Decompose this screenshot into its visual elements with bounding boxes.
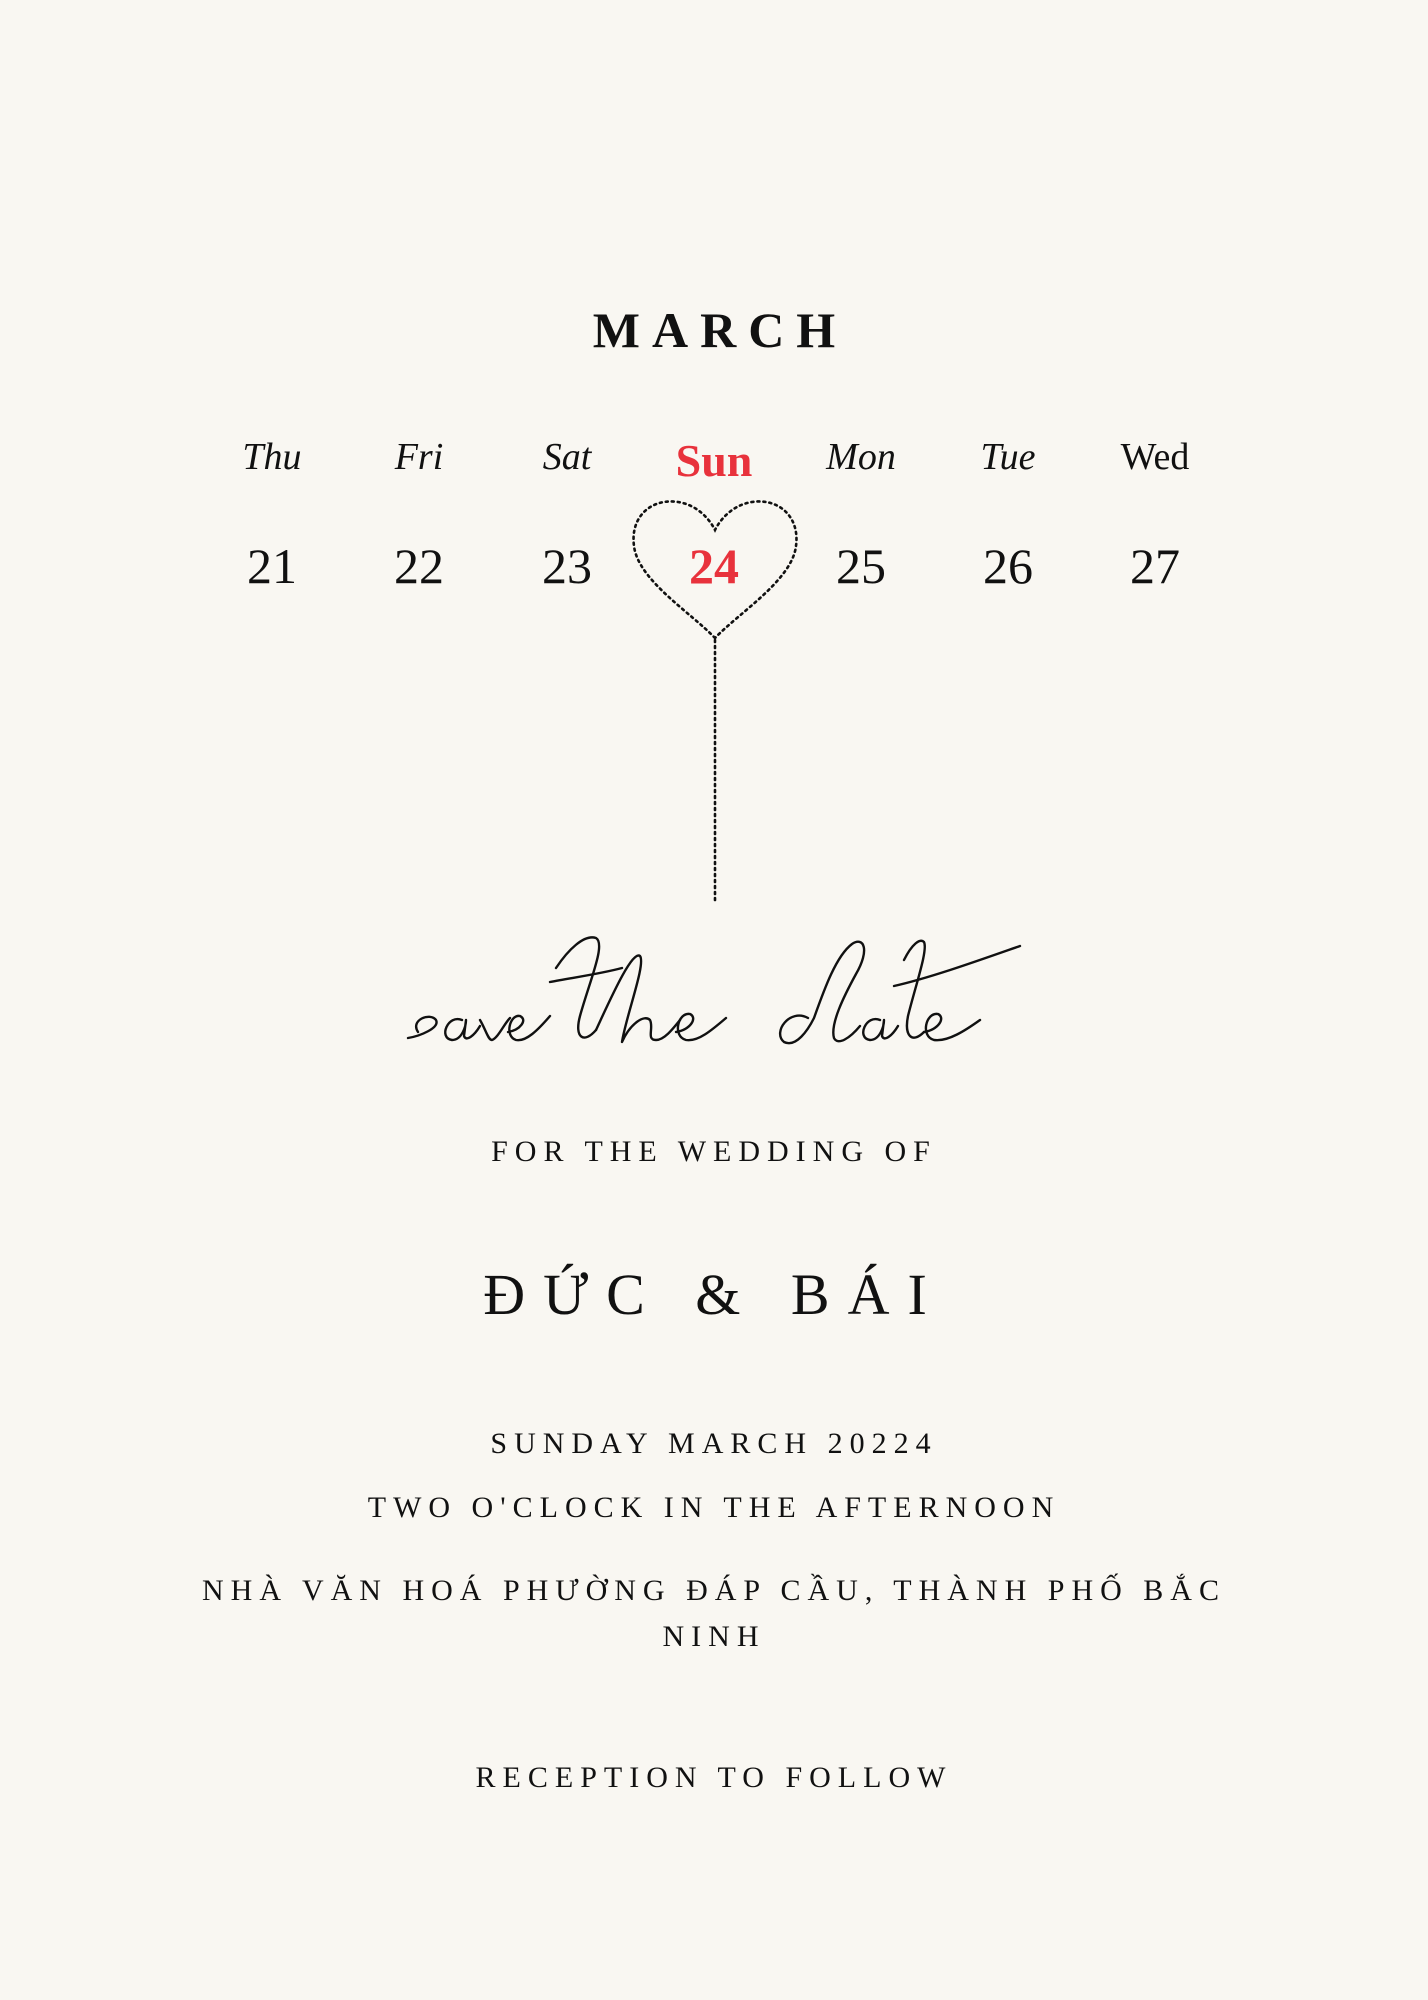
date-27: 27 xyxy=(1130,538,1180,594)
for-the-wedding-of-line: FOR THE WEDDING OF xyxy=(491,1135,937,1168)
date-24-highlighted: 24 xyxy=(689,538,739,594)
couple-names: ĐỨC & BÁI xyxy=(483,1262,945,1327)
date-25: 25 xyxy=(836,538,886,594)
event-date: SUNDAY MARCH 20224 xyxy=(490,1427,938,1460)
reception-note: RECEPTION TO FOLLOW xyxy=(475,1761,953,1794)
day-name-sun-highlighted: Sun xyxy=(675,435,753,486)
day-name-wed: Wed xyxy=(1120,436,1190,478)
day-name-fri: Fri xyxy=(394,436,444,478)
month-title: MARCH xyxy=(592,302,848,358)
date-22: 22 xyxy=(394,538,444,594)
save-the-date-script-title xyxy=(400,920,1040,1070)
date-26: 26 xyxy=(983,538,1033,594)
date-21: 21 xyxy=(247,538,297,594)
event-time: TWO O'CLOCK IN THE AFTERNOON xyxy=(367,1491,1061,1524)
day-name-mon: Mon xyxy=(826,436,896,478)
day-name-tue: Tue xyxy=(980,436,1036,478)
date-23: 23 xyxy=(542,538,592,594)
event-venue: NHÀ VĂN HOÁ PHƯỜNG ĐÁP CẦU, THÀNH PHỐ BẮC NINH xyxy=(202,1574,1226,1653)
day-name-sat: Sat xyxy=(542,436,592,478)
day-name-thu: Thu xyxy=(242,436,302,478)
